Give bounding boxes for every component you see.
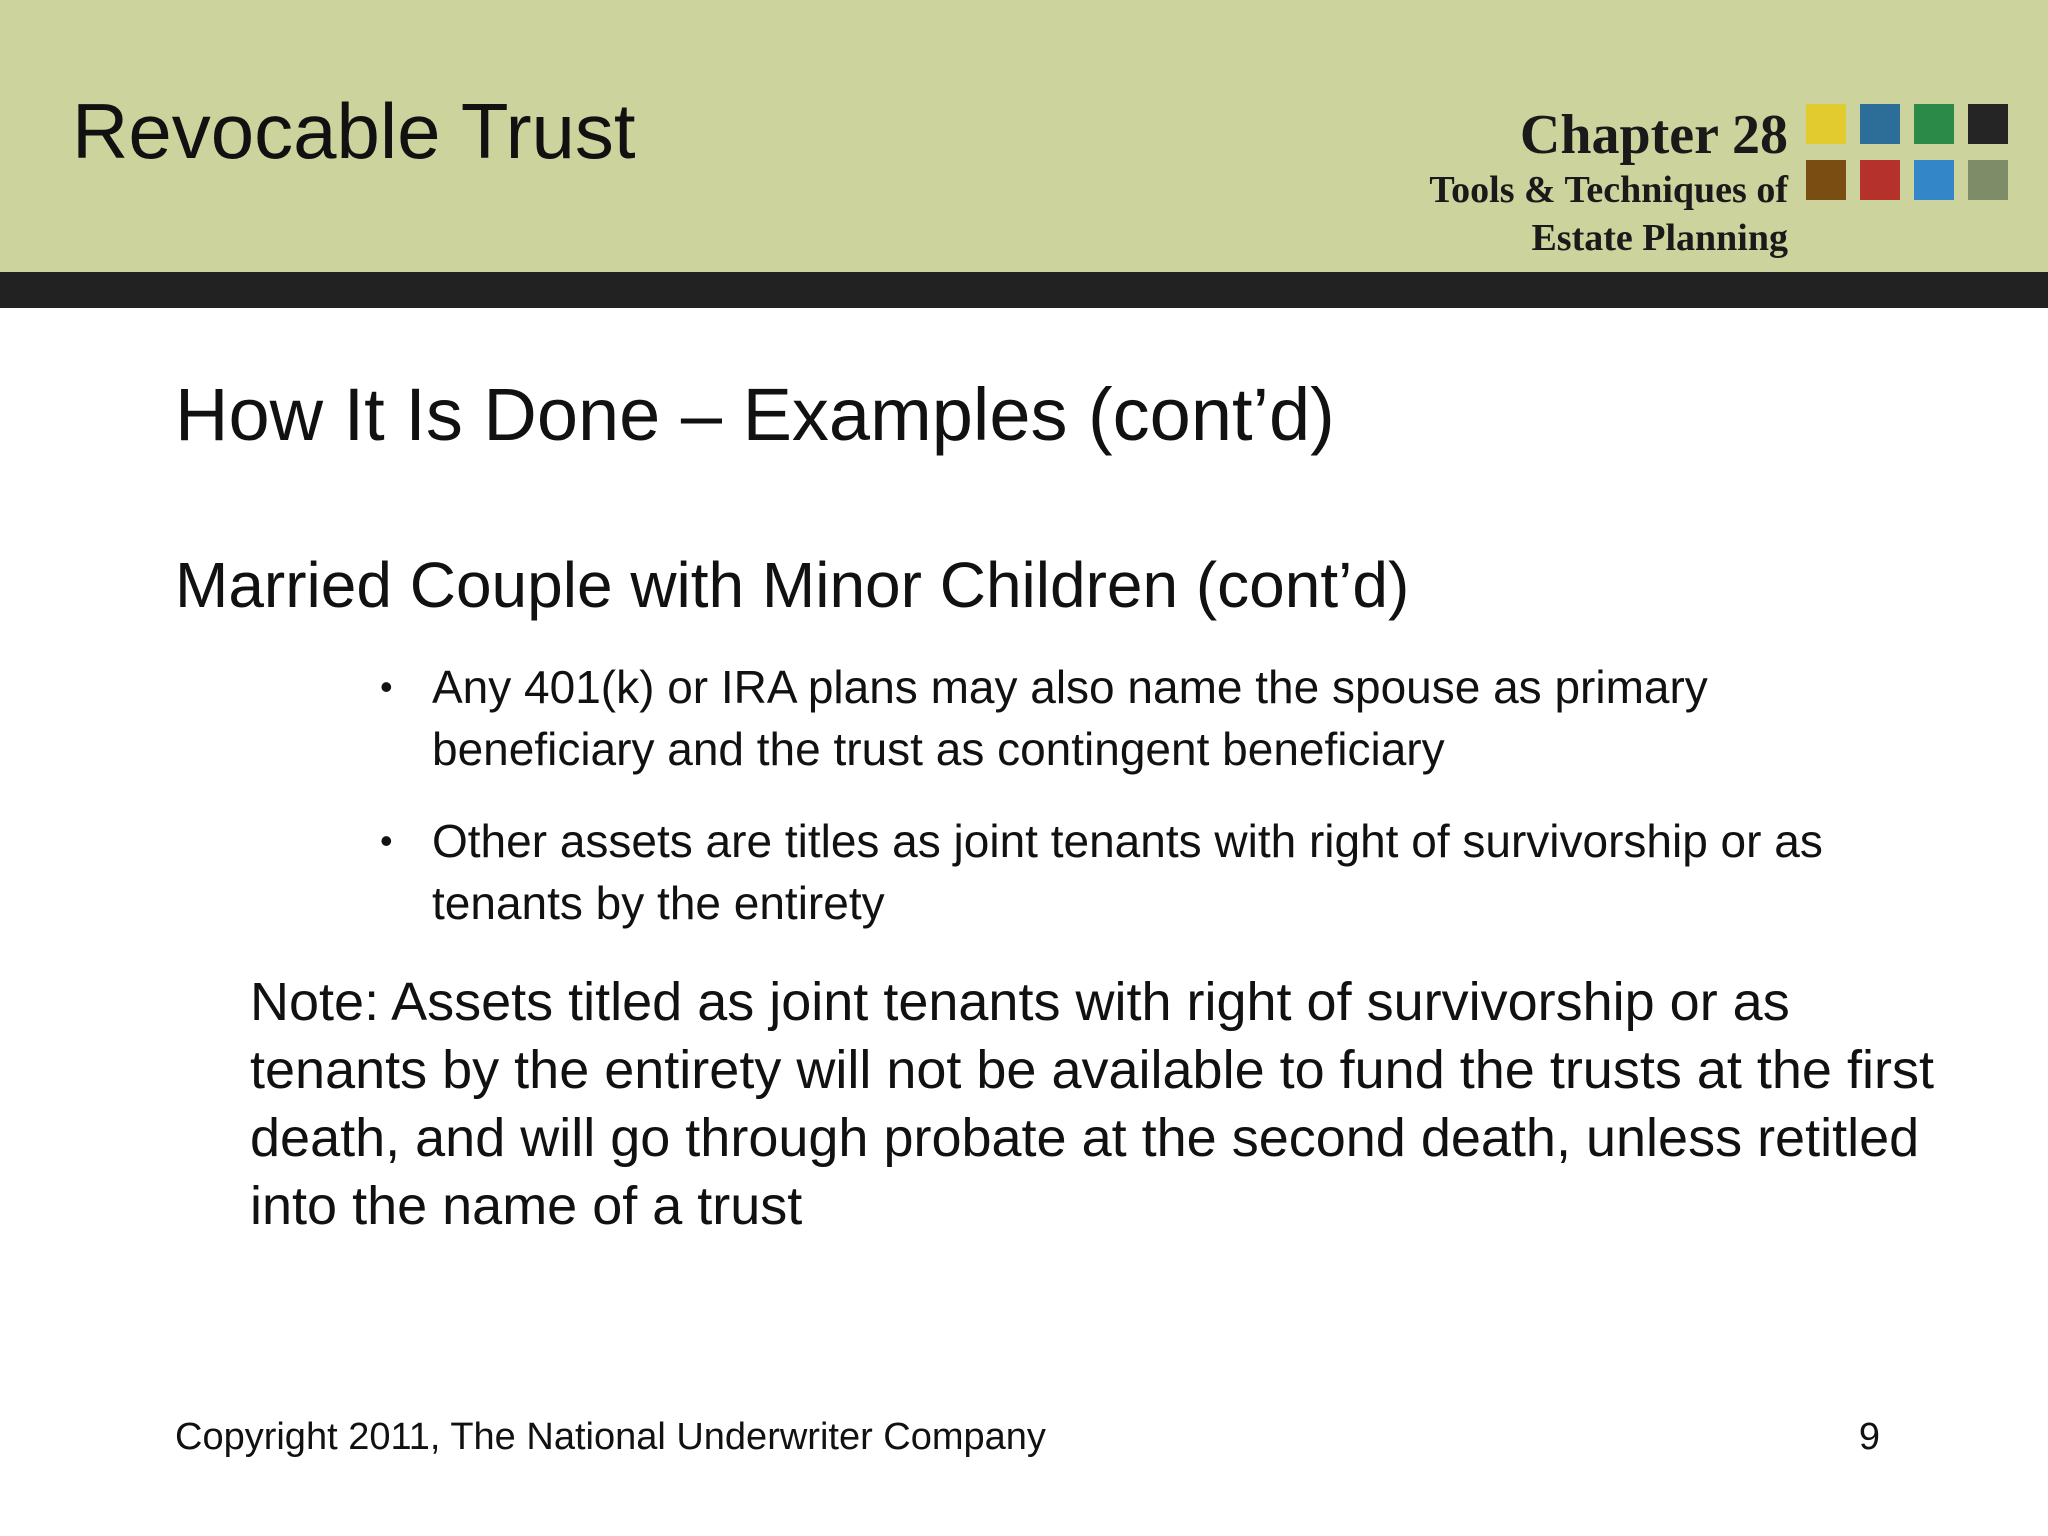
bullet-item (380, 656, 1940, 780)
copyright-notice: Copyright 2011, The National Underwriter Company (175, 1416, 1046, 1458)
logo-square-red (1860, 160, 1900, 200)
note-paragraph: Note: Assets titled as joint tenants with right of survivorship or as tenants by the entirety will not be available to fund the trusts at the first death, and will go through probate at the second death, unless retitled into the name of a trust (250, 972, 1934, 1236)
page-number: 9 (1858, 1416, 1880, 1458)
logo-square-olive (1968, 160, 2008, 200)
bullet-text: Other assets are titles as joint tenants with right of survivorship or as tenants by the entirety (432, 815, 1823, 929)
deck-title: Revocable Trust (72, 87, 636, 175)
chapter-subtitle-line-2: Estate Planning (1531, 217, 1788, 259)
header-divider-bar (0, 272, 2048, 308)
bullet-symbol: • (380, 820, 393, 861)
logo-square-blue (1860, 104, 1900, 144)
chapter-title: Chapter 28 (1519, 104, 1788, 166)
bullet-list (380, 656, 1940, 964)
bullet-item (380, 810, 1940, 934)
header-band (0, 0, 2048, 272)
bullet-text: Any 401(k) or IRA plans may also name the spouse as primary beneficiary and the trust as contingent beneficiary (432, 661, 1708, 775)
slide-title: How It Is Done – Examples (cont’d) (175, 373, 1335, 456)
logo-square-yellow (1806, 104, 1846, 144)
logo-squares (1806, 104, 2010, 202)
section-heading: Married Couple with Minor Children (cont’d) (175, 549, 1410, 621)
chapter-subtitle-line-1: Tools & Techniques of (1429, 169, 1788, 211)
logo-square-black (1968, 104, 2008, 144)
chapter-block (1429, 104, 1788, 262)
logo-square-light-blue (1914, 160, 1954, 200)
logo-square-brown (1806, 160, 1846, 200)
logo-square-green (1914, 104, 1954, 144)
bullet-symbol: • (380, 666, 393, 707)
